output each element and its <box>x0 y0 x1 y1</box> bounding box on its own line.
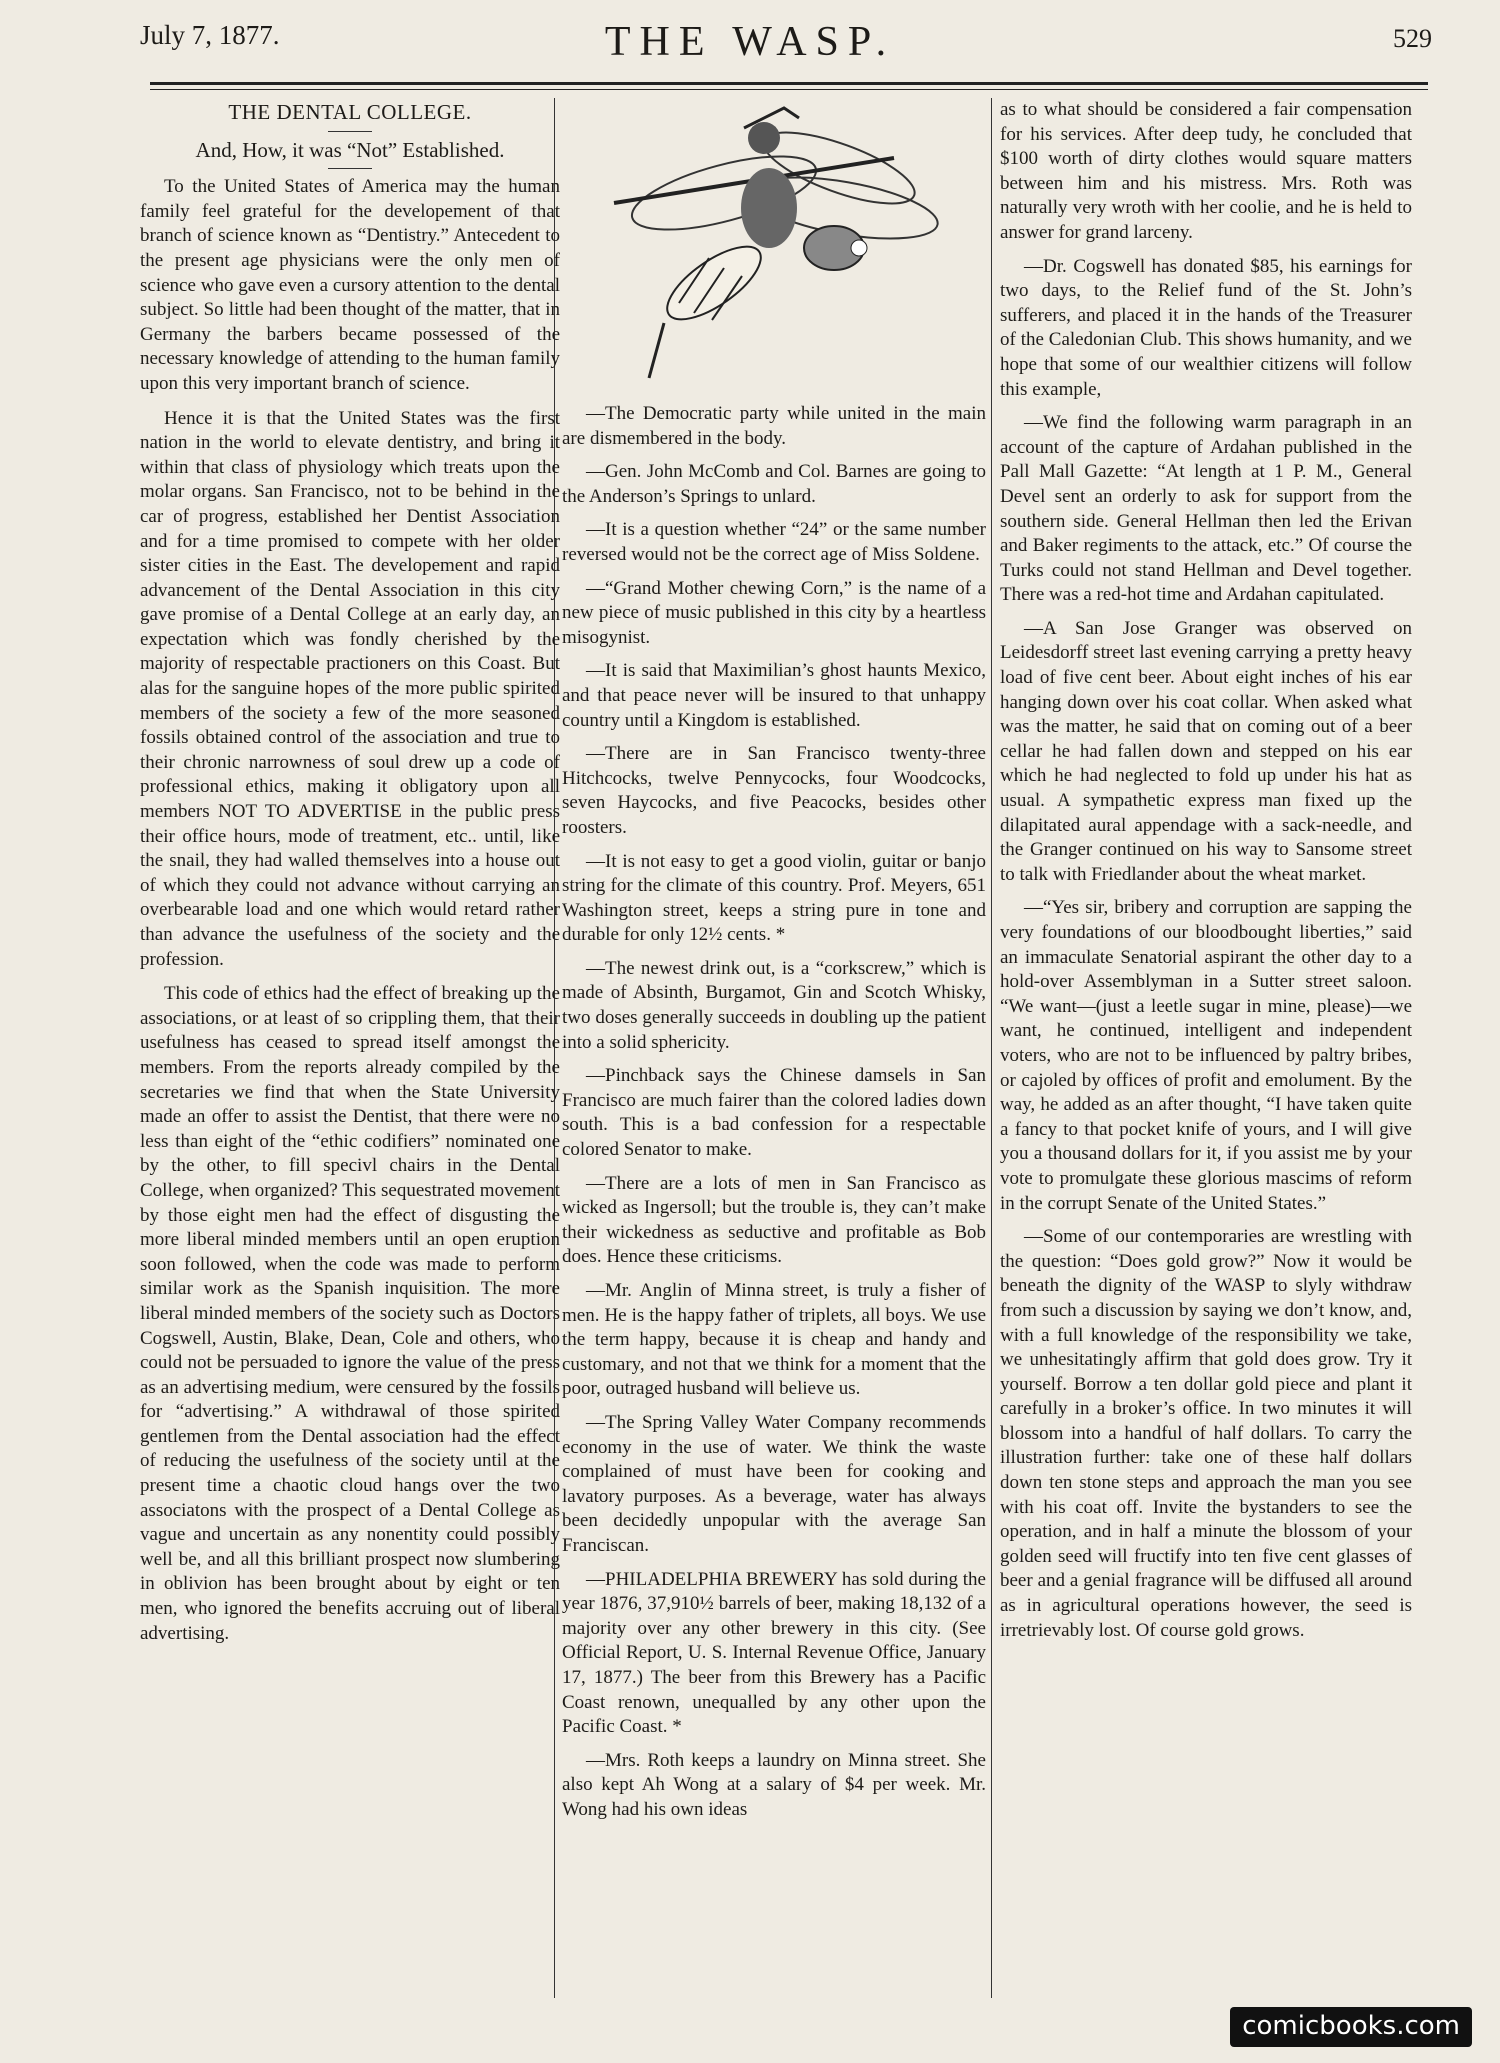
notes-column-middle <box>562 98 986 1831</box>
watermark-logo: comicbooks.com <box>1230 2007 1472 2047</box>
note-paragraph: —We find the following warm paragraph in an account of the capture of Ardahan published in the Pall Mall Gazette: “At length at 1 P. M., General Devel sent an orderly to ask for support from the southern side. General Hellman then led the Erivan and Baker regiments to the attack, etc.” Of course the Turks could not stand Hellman and Devel together. There was a red-hot time and Ardahan capitulated. <box>1000 412 1412 606</box>
note-paragraph: —Pinchback says the Chinese damsels in San Francisco are much fairer than the colored ladies down south. This is a bad confession for a respectable colored Senator to make. <box>562 1065 986 1161</box>
note-paragraph: —There are a lots of men in San Francisco as wicked as Ingersoll; but the trouble is, they can’t make their wickedness as seductive and profitable as Bob does. Hence these criticisms. <box>562 1172 986 1268</box>
note-paragraph: —Mr. Anglin of Minna street, is truly a fisher of men. He is the happy father of triplets, all boys. We use the term happy, because it is cheap and handy and customary, and not that we think for a moment that the poor, outraged husband will believe us. <box>562 1280 986 1400</box>
header-rule <box>150 82 1428 85</box>
column-divider <box>991 98 992 1998</box>
subtitle-rule <box>328 168 372 169</box>
note-paragraph: —Dr. Cogswell has donated $85, his earnings for two days, to the Relief fund of the St. John’s sufferers, and placed it in the hands of the Treasurer of the Caledonian Club. This shows humanity, and we hope that some of our wealthier citizens will follow this example, <box>1000 255 1412 400</box>
article-paragraph: To the United States of America may the human family feel grateful for the developement of that branch of science known as “Dentistry.” Antecedent to the present age physicians were the only men of science who gave even a cursory attention to the dental subject. So little had been thought of the matter, that in Germany the barbers became possessed of the necessary knowledge of attending to the human family upon this very important branch of science. <box>140 176 560 394</box>
header-rule-thin <box>150 89 1428 90</box>
note-paragraph: —“Yes sir, bribery and corruption are sapping the very foundations of our bloodbought liberties,” said an immaculate Senatorial aspirant the other day to a hold-over Assemblyman in a Sutter street saloon. “We want—(just a leetle sugar in mine, please)—we want, he continued, intelligent and independent voters, who are not to be influenced by paltry bribes, or cajoled by offices of profit and emolument. By the way, he added as an after thought, “I have taken quite a fancy to that pocket knife of yours, and I will give you a thousand dollars for it, if you assist me by your vote to promulgate these glorious mascims of reform in the corrupt Senate of the United States.” <box>1000 897 1412 1214</box>
article-subtitle: And, How, it was “Not” Established. <box>195 137 505 162</box>
article-column-dental-college <box>140 98 560 1656</box>
article-title: THE DENTAL COLLEGE. <box>228 100 472 124</box>
note-paragraph: —It is not easy to get a good violin, guitar or banjo string for the climate of this country. Prof. Meyers, 651 Washington street, keeps a string pure in tone and durable for only 12½ cents. * <box>562 850 986 946</box>
note-paragraph: —The Spring Valley Water Company recommends economy in the use of water. We think the waste complained of must have been for cooking and lavatory purposes. As a beverage, water has always been decidedly unpopular with the average San Franciscan. <box>562 1411 986 1556</box>
note-paragraph: —Mrs. Roth keeps a laundry on Minna street. She also kept Ah Wong at a salary of $4 per week. Mr. Wong had his own ideas <box>562 1749 986 1820</box>
note-paragraph: —PHILADELPHIA BREWERY has sold during the year 1876, 37,910½ barrels of beer, making 18,132 of a majority over any other brewery in this city. (See Official Report, U. S. Internal Revenue Office, January 17, 1877.) The beer from this Brewery has a Pacific Coast renown, unequalled by any other upon the Pacific Coast. * <box>562 1568 986 1738</box>
wasp-rider-icon <box>562 98 986 398</box>
title-rule <box>328 131 372 132</box>
note-paragraph: —Gen. John McComb and Col. Barnes are going to the Anderson’s Springs to unlard. <box>562 461 986 507</box>
masthead: THE WASP. <box>604 19 896 65</box>
note-paragraph: as to what should be considered a fair compensation for his services. After deep tudy, he concluded that $100 worth of dirty clothes would square matters between him and his mistress. Mrs. Roth was naturally very wroth with her coolie, and he is held to answer for grand larceny. <box>1000 99 1412 243</box>
note-paragraph: —It is a question whether “24” or the same number reversed would not be the correct age of Miss Soldene. <box>562 519 986 565</box>
article-paragraph: Hence it is that the United States was the first nation in the world to elevate dentistry, and bring it within that class of physiology which treats upon the molar organs. San Francisco, not to be behind in the car of progress, established her Dentist Association and for a time promised to compete with her older sister cities in the East. The developement and rapid advancement of the Dental Association in this city gave promise of a Dental College at an early day, an expectation which was fondly cherished by the majority of respectable practioners on this Coast. But alas for the sanguine hopes of the more public spirited members of the society a few of the more seasoned fossils obtained control of the association and true to their chronic narrowness of soul drew up a code of professional ethics, making it obligatory upon all members NOT TO ADVERTISE in the public press their office hours, mode of treatment, etc.. until, like the snail, they had walled themselves into a house out of which they could not advance without carrying an overbearable load and one which would retard rather than advance the usefulness of the society and the profession. <box>140 407 560 970</box>
note-paragraph: —A San Jose Granger was observed on Leidesdorff street last evening carrying a pretty heavy load of five cent beer. About eight inches of his ear hanging down over his coat collar. When asked what was the matter, he said that on coming out of a beer cellar he had fallen down and stepped on his ear which he had neglected to fold up under his hat as usual. A sympathetic express man fixed up the dilapitated aural appendage with a sack-needle, and the Granger continued on his way to Sansome street to talk with Friedlander about the wheat market. <box>1000 617 1412 885</box>
note-paragraph: —There are in San Francisco twenty-three Hitchcocks, twelve Pennycocks, four Woodcocks, seven Haycocks, and five Peacocks, besides other roosters. <box>562 743 986 838</box>
note-paragraph: —The Democratic party while united in the main are dismembered in the body. <box>562 403 986 449</box>
note-paragraph: —“Grand Mother chewing Corn,” is the name of a new piece of music published in this city by a heartless misogynist. <box>562 577 986 648</box>
page-number: 529 <box>1393 24 1432 53</box>
note-paragraph: —It is said that Maximilian’s ghost haunts Mexico, and that peace never will be insured to that unhappy country until a Kingdom is established. <box>562 660 986 731</box>
notes-column-right <box>1000 98 1412 1652</box>
note-paragraph: —The newest drink out, is a “corkscrew,” which is made of Absinth, Burgamot, Gin and Scotch Whisky, two doses generally succeeds in doubling up the patient into a solid sphericity. <box>562 957 986 1053</box>
article-paragraph: This code of ethics had the effect of breaking up the associations, or at least of so crippling them, that their usefulness has ceased to spread itself amongst the members. From the reports already compiled by the secretaries we find that when the State University made an offer to assist the Dentist, that there were no less than eight of the “ethic codifiers” nominated one by the other, to fill specivl chairs in the Dental College, when organized? This sequestrated movement by those eight men had the effect of disgusting the more liberal minded members until an open eruption soon followed, when the code was made to perform similar work as the Spanish inquisition. The more liberal minded members of the society such as Doctors Cogswell, Austin, Blake, Dean, Cole and others, who could not be persuaded to ignore the value of the press as an advertising medium, were censured by the fossils for “advertising.” A withdrawal of those spirited gentlemen from the Dental association had the effect of reducing the usefulness of the society until at the present time a chaotic cloud hangs over the two associatons with the prospect of a Dental College as vague and uncertain as any nonentity could possibly well be, and all this brilliant prospect now slumbering in oblivion has been brought about by eight or ten men, who ignored the benefits accruing out of liberal advertising. <box>140 983 560 1644</box>
note-paragraph: —Some of our contemporaries are wrestling with the question: “Does gold grow?” Now it would be beneath the dignity of the WASP to slyly withdraw from such a discussion by saying we don’t know, and, with a full knowledge of the responsibility we take, we unhesitatingly affirm that gold does grow. Try it yourself. Borrow a ten dollar gold piece and plant it carefully in a broker’s office. In two minutes it will blossom into a handful of half dollars. To carry the illustration further: take one of these half dollars down ten stone steps and approach the man you see with his coat off. Invite the bystanders to see the operation, and in half a minute the blossom of your golden seed will fructify into ten five cent glasses of beer and a genial fragrance will be diffused all around as in agricultural operations however, the seed is irretrievably lost. Of course gold grows. <box>1000 1226 1412 1641</box>
issue-date: July 7, 1877. <box>140 20 280 50</box>
